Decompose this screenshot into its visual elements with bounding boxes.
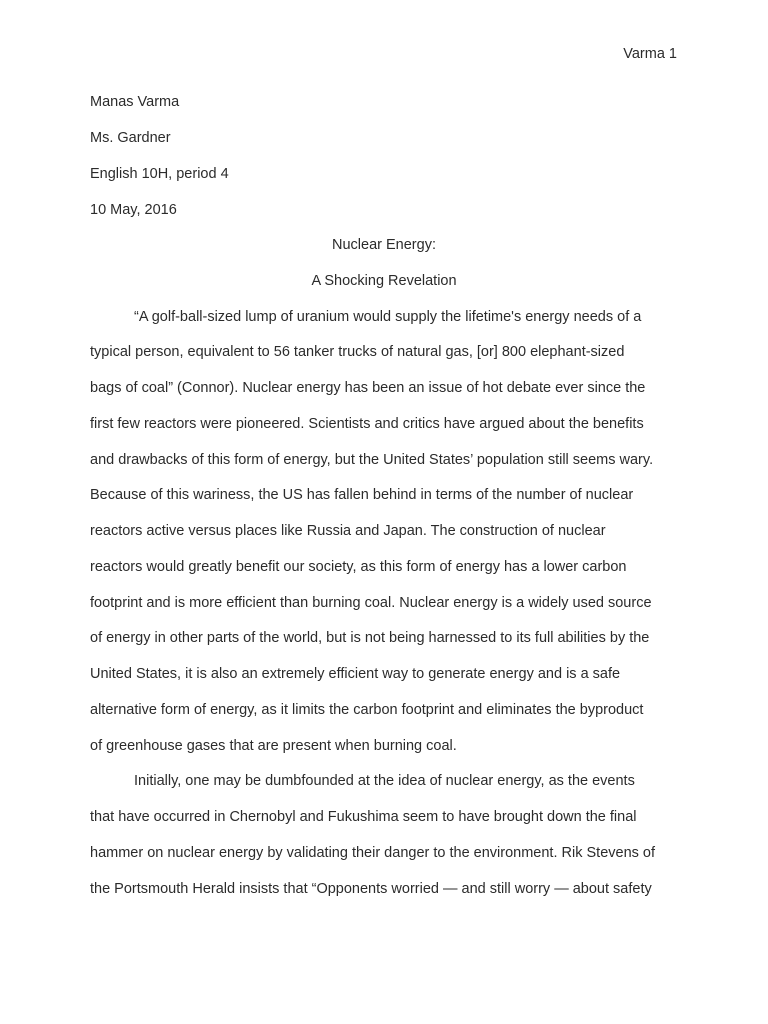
body-line: “A golf-ball-sized lump of uranium would supply the lifetime's energy needs of a bbox=[134, 309, 642, 325]
body-line: of energy in other parts of the world, but is not being harnessed to its full abilities by the bbox=[90, 630, 650, 646]
body-line: typical person, equivalent to 56 tanker trucks of natural gas, [or] 800 elephant-sized bbox=[90, 344, 625, 360]
body-line: reactors active versus places like Russia and Japan. The construction of nuclear bbox=[90, 523, 606, 539]
body-line: bags of coal” (Connor). Nuclear energy has been an issue of hot debate ever since the bbox=[90, 380, 646, 396]
body-line: and drawbacks of this form of energy, but the United States’ population still seems wary. bbox=[90, 452, 654, 468]
body-line: first few reactors were pioneered. Scientists and critics have argued about the benefits bbox=[90, 416, 644, 432]
teacher-name: Ms. Gardner bbox=[90, 130, 171, 146]
running-head: Varma 1 bbox=[623, 46, 677, 62]
body-line: reactors would greatly benefit our society, as this form of energy has a lower carbon bbox=[90, 559, 627, 575]
body-line: Initially, one may be dumbfounded at the idea of nuclear energy, as the events bbox=[134, 773, 635, 789]
body-line: footprint and is more efficient than burning coal. Nuclear energy is a widely used source bbox=[90, 595, 652, 611]
body-line: that have occurred in Chernobyl and Fukushima seem to have brought down the final bbox=[90, 809, 637, 825]
course-info: English 10H, period 4 bbox=[90, 166, 229, 182]
body-line: hammer on nuclear energy by validating their danger to the environment. Rik Stevens of bbox=[90, 845, 656, 861]
body-line: alternative form of energy, as it limits the carbon footprint and eliminates the byproduct bbox=[90, 702, 644, 718]
body-line: United States, it is also an extremely efficient way to generate energy and is a safe bbox=[90, 666, 621, 682]
essay-title: Nuclear Energy: bbox=[332, 237, 436, 253]
essay-date: 10 May, 2016 bbox=[90, 202, 177, 218]
body-line: Because of this wariness, the US has fallen behind in terms of the number of nuclear bbox=[90, 487, 634, 503]
student-name: Manas Varma bbox=[90, 94, 180, 110]
body-line: the Portsmouth Herald insists that “Opponents worried — and still worry — about safety bbox=[90, 881, 652, 897]
essay-subtitle: A Shocking Revelation bbox=[311, 273, 457, 289]
body-line: of greenhouse gases that are present when burning coal. bbox=[90, 738, 457, 754]
